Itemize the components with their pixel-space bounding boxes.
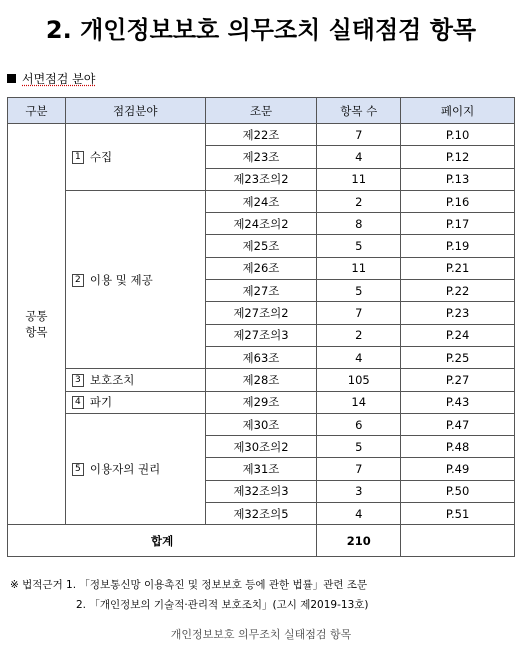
category-name: 이용자의 권리	[89, 462, 161, 477]
table-row	[8, 190, 515, 212]
page-cell: P.49	[401, 458, 515, 480]
count-cell: 11	[317, 168, 401, 190]
section-label: 서면점검 분야	[22, 72, 96, 86]
total-empty-cell	[401, 525, 515, 557]
page-cell: P.13	[401, 168, 515, 190]
count-cell: 6	[317, 413, 401, 435]
header-group: 구분	[8, 98, 66, 124]
header-category: 점검분야	[65, 98, 205, 124]
article-cell: 제63조	[205, 346, 317, 368]
category-cell	[65, 391, 205, 413]
page-footer: 개인정보보호 의무조치 실태점검 항목	[170, 628, 352, 641]
count-cell: 105	[317, 369, 401, 391]
header-article: 조문	[205, 98, 317, 124]
page-cell: P.22	[401, 280, 515, 302]
section-heading	[7, 70, 95, 87]
count-cell: 2	[317, 324, 401, 346]
category-name: 이용 및 제공	[89, 272, 153, 287]
page-cell: P.12	[401, 146, 515, 168]
total-row	[8, 525, 515, 557]
count-cell: 5	[317, 235, 401, 257]
category-number-box: 1	[72, 151, 84, 164]
article-cell: 제30조의2	[205, 436, 317, 458]
header-count: 항목 수	[317, 98, 401, 124]
article-cell: 제31조	[205, 458, 317, 480]
category-cell	[65, 124, 205, 191]
article-cell: 제27조	[205, 280, 317, 302]
category-cell	[65, 413, 205, 524]
category-name: 보호조치	[89, 372, 135, 387]
page-cell: P.21	[401, 257, 515, 279]
count-cell: 7	[317, 458, 401, 480]
table-row	[8, 124, 515, 146]
count-cell: 11	[317, 257, 401, 279]
total-value: 210	[317, 525, 401, 557]
category-name: 수집	[89, 149, 113, 164]
page-cell: P.23	[401, 302, 515, 324]
article-cell: 제23조	[205, 146, 317, 168]
count-cell: 3	[317, 480, 401, 502]
note-line-2: 2. 「개인정보의 기술적·관리적 보호조치」(고시 제2019-13호)	[76, 599, 369, 611]
count-cell: 2	[317, 190, 401, 212]
total-label: 합계	[8, 525, 317, 557]
article-cell: 제25조	[205, 235, 317, 257]
group-cell: 공통 항목	[8, 124, 66, 525]
note-line-1: ※ 법적근거 1. 「정보통신망 이용촉진 및 정보보호 등에 관한 법률」관련 조문	[10, 579, 368, 591]
page-cell: P.25	[401, 346, 515, 368]
page-cell: P.48	[401, 436, 515, 458]
article-cell: 제26조	[205, 257, 317, 279]
count-cell: 4	[317, 146, 401, 168]
page-cell: P.10	[401, 124, 515, 146]
page-cell: P.47	[401, 413, 515, 435]
page-cell: P.24	[401, 324, 515, 346]
page-cell: P.17	[401, 213, 515, 235]
article-cell: 제32조의3	[205, 480, 317, 502]
table-row	[8, 413, 515, 435]
category-name: 파기	[89, 395, 113, 410]
article-cell: 제24조의2	[205, 213, 317, 235]
page-cell: P.43	[401, 391, 515, 413]
table-row	[8, 391, 515, 413]
category-cell	[65, 190, 205, 368]
page-cell: P.51	[401, 503, 515, 525]
article-cell: 제27조의3	[205, 324, 317, 346]
count-cell: 7	[317, 302, 401, 324]
count-cell: 4	[317, 503, 401, 525]
count-cell: 7	[317, 124, 401, 146]
article-cell: 제27조의2	[205, 302, 317, 324]
page-cell: P.27	[401, 369, 515, 391]
page-cell: P.50	[401, 480, 515, 502]
legal-basis-notes	[10, 575, 369, 615]
header-page: 페이지	[401, 98, 515, 124]
table-row	[8, 369, 515, 391]
count-cell: 5	[317, 280, 401, 302]
count-cell: 5	[317, 436, 401, 458]
article-cell: 제23조의2	[205, 168, 317, 190]
page-cell: P.19	[401, 235, 515, 257]
category-number-box: 2	[72, 274, 84, 287]
square-bullet-icon	[7, 74, 16, 83]
category-cell	[65, 369, 205, 391]
count-cell: 4	[317, 346, 401, 368]
article-cell: 제30조	[205, 413, 317, 435]
count-cell: 14	[317, 391, 401, 413]
article-cell: 제29조	[205, 391, 317, 413]
table-header-row	[8, 98, 515, 124]
count-cell: 8	[317, 213, 401, 235]
category-number-box: 3	[72, 374, 84, 387]
article-cell: 제32조의5	[205, 503, 317, 525]
article-cell: 제24조	[205, 190, 317, 212]
page-cell: P.16	[401, 190, 515, 212]
category-number-box: 5	[72, 463, 84, 476]
article-cell: 제22조	[205, 124, 317, 146]
page-title: 2. 개인정보보호 의무조치 실태점검 항목	[45, 16, 477, 44]
inspection-table	[7, 97, 515, 557]
category-number-box: 4	[72, 396, 84, 409]
article-cell: 제28조	[205, 369, 317, 391]
